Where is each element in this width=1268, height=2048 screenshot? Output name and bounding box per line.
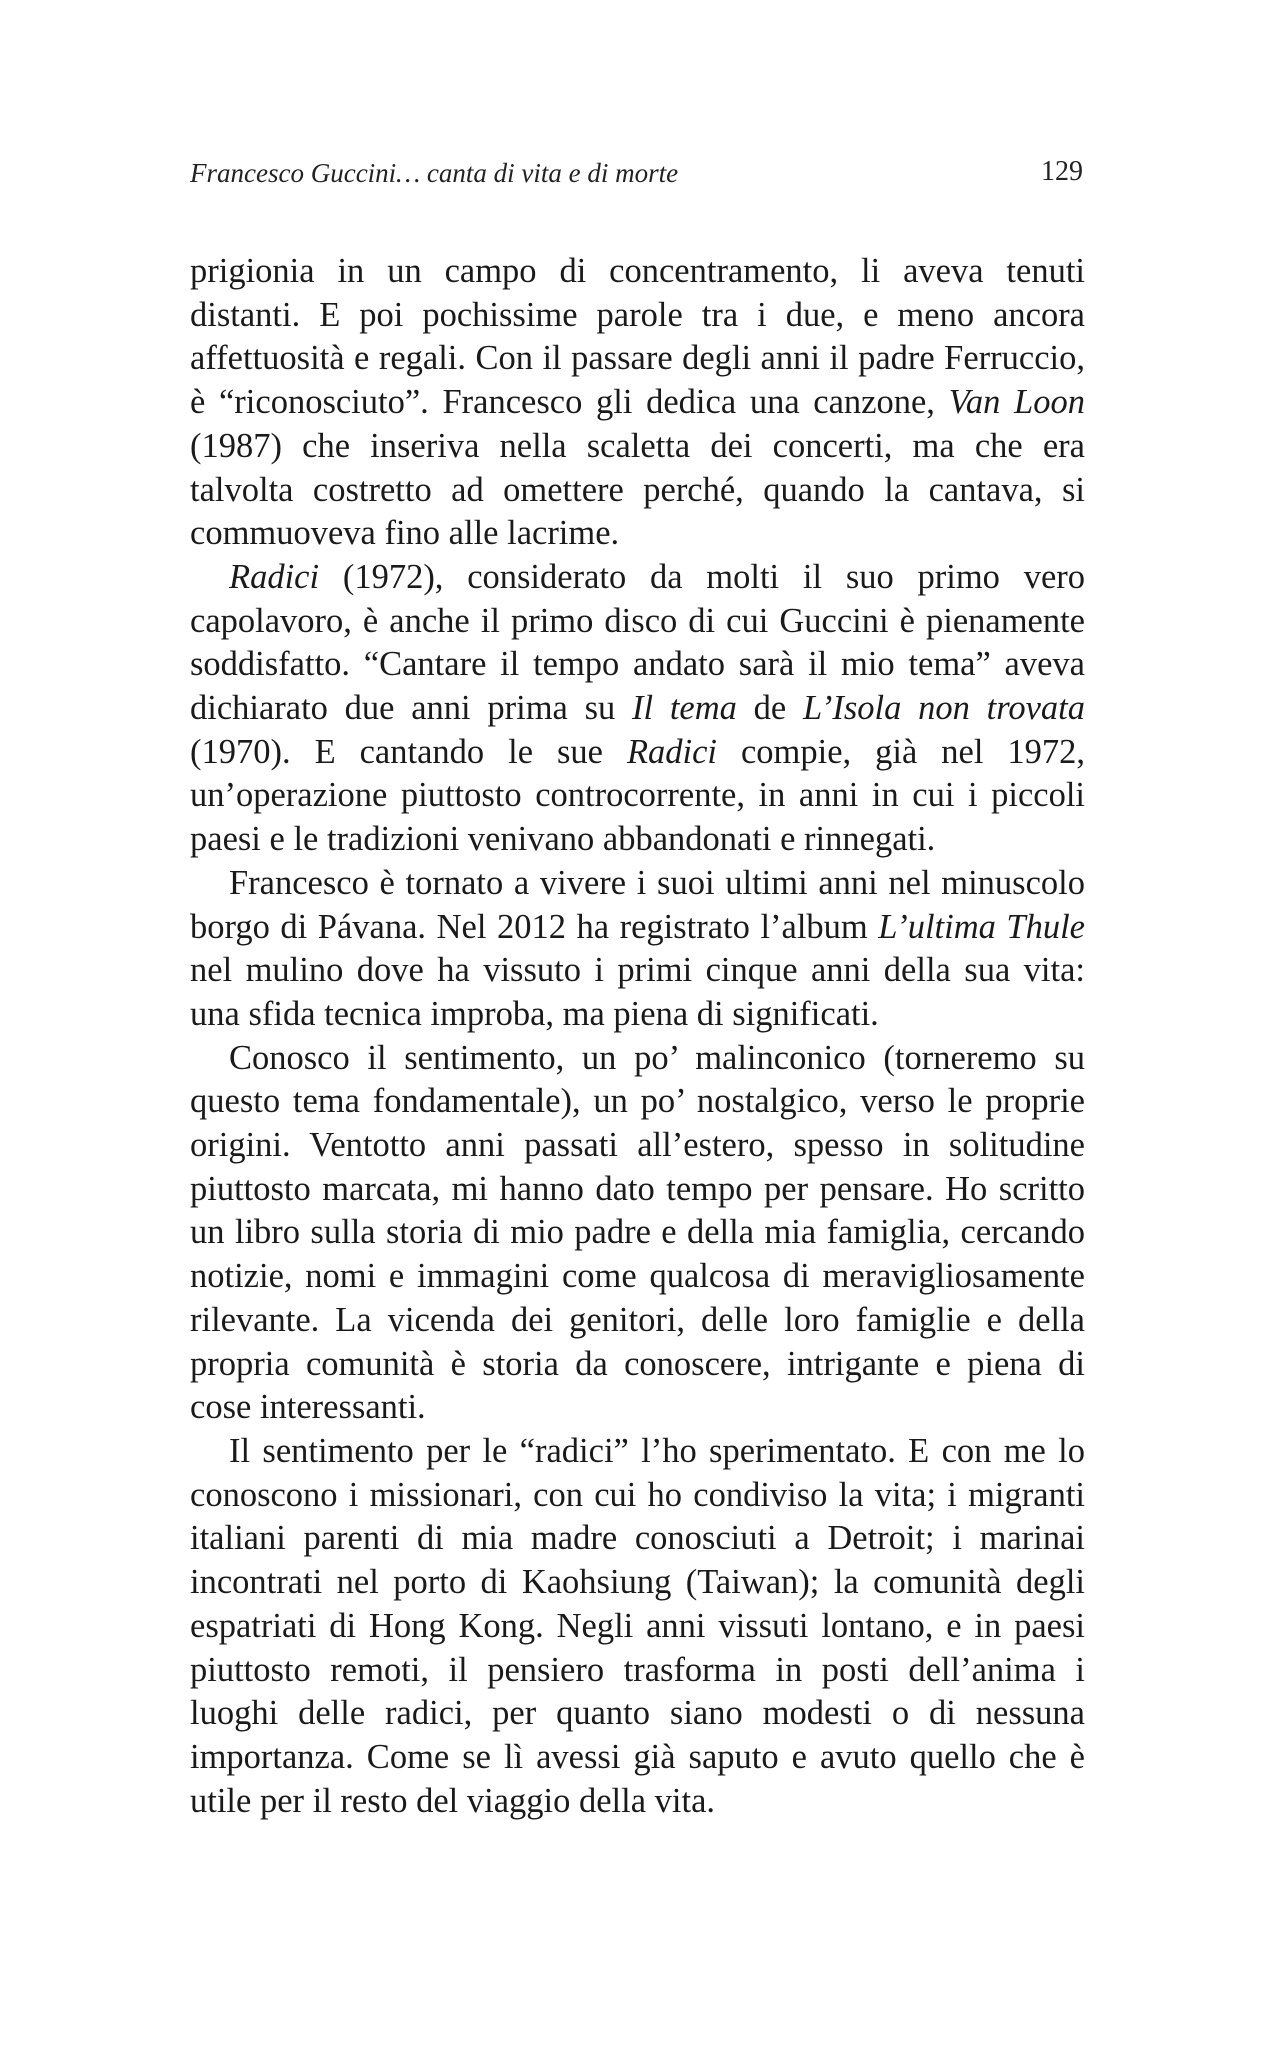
album-title-isola: L’Isola non trovata — [802, 689, 1085, 728]
text-run: (1972), considerato da molti il suo primo vero capolavoro, è anche il primo disco di cui Guccini è pienamente soddisfatto. “Cantare il tempo andato sarà il mio tema” aveva dichiarato due anni prima su — [190, 557, 1085, 728]
paragraph-3 — [190, 862, 1085, 1037]
book-page — [190, 150, 1085, 1823]
text-run: Conosco il sentimento, un po’ malinconico (torneremo su questo tema fondamentale), un po’ nostalgico, verso le proprie origini. Ventotto anni passati all’estero, spesso in solitudine piuttosto marcata, mi hanno dato tempo per pensare. Ho scritto un libro sulla storia di mio padre e della mia famiglia, cercando notizie, nomi e immagini come qualcosa di meravigliosamente rilevante. La vicenda dei genitori, delle loro famiglie e della propria comunità è storia da conoscere, intrigante e piena di cose interessanti. — [190, 1038, 1085, 1427]
text-run: (1970). E cantando le sue — [190, 732, 627, 771]
running-header — [190, 150, 1085, 200]
song-title-van-loon: Van Loon — [948, 383, 1085, 422]
body-text — [190, 250, 1085, 1823]
running-title: Francesco Guccini… canta di vita e di morte — [190, 158, 679, 188]
text-run: prigionia in un campo di concentramento, li aveva tenuti distanti. E poi pochissime parole tra i due, e meno ancora affettuosità e regali. Con il passare degli anni il padre Ferruccio, è “riconosciuto”. Francesco gli dedica una canzone, — [190, 252, 1085, 422]
song-title-il-tema: Il tema — [632, 689, 737, 728]
paragraph-4 — [190, 1037, 1085, 1430]
page-number: 129 — [1041, 156, 1083, 187]
text-run: Francesco è tornato a vivere i suoi ultimi anni nel minuscolo borgo di Pávana. Nel 2012 ha registrato l’album — [190, 863, 1085, 946]
text-run: nel mulino dove ha vissuto i primi cinque anni della sua vita: una sfida tecnica improba, ma piena di significati. — [190, 951, 1085, 1033]
paragraph-5 — [190, 1430, 1085, 1823]
paragraph-1 — [190, 250, 1085, 556]
text-run: Il sentimento per le “radici” l’ho sperimentato. E con me lo conoscono i missionari, con cui ho condiviso la vita; i migranti italiani parenti di mia madre conosciuti a Detroit; i marinai incontrati nel porto di Kaohsiung (Taiwan); la comunità degli espatriati di Hong Kong. Negli anni vissuti lontano, e in paesi piuttosto remoti, il pensiero trasforma in posti dell’anima i luoghi delle radici, per quanto siano modesti o di nessuna importanza. Come se lì avessi già saputo e avuto quello che è utile per il resto del viaggio della vita. — [190, 1431, 1085, 1820]
text-run: compie, già nel 1972, un’operazione piuttosto controcorrente, in anni in cui i piccoli paesi e le tradizioni venivano abbandonati e rinnegati. — [190, 732, 1085, 859]
paragraph-2 — [190, 556, 1085, 862]
text-run: de — [736, 689, 803, 728]
text-run: (1987) che inseriva nella scaletta dei concerti, ma che era talvolta costretto ad omettere perché, quando la cantava, si commuoveva fino alle lacrime. — [190, 426, 1085, 553]
album-title-ultima-thule: L’ultima Thule — [878, 907, 1085, 946]
album-title-radici: Radici — [229, 557, 320, 596]
album-title-radici: Radici — [626, 732, 718, 771]
